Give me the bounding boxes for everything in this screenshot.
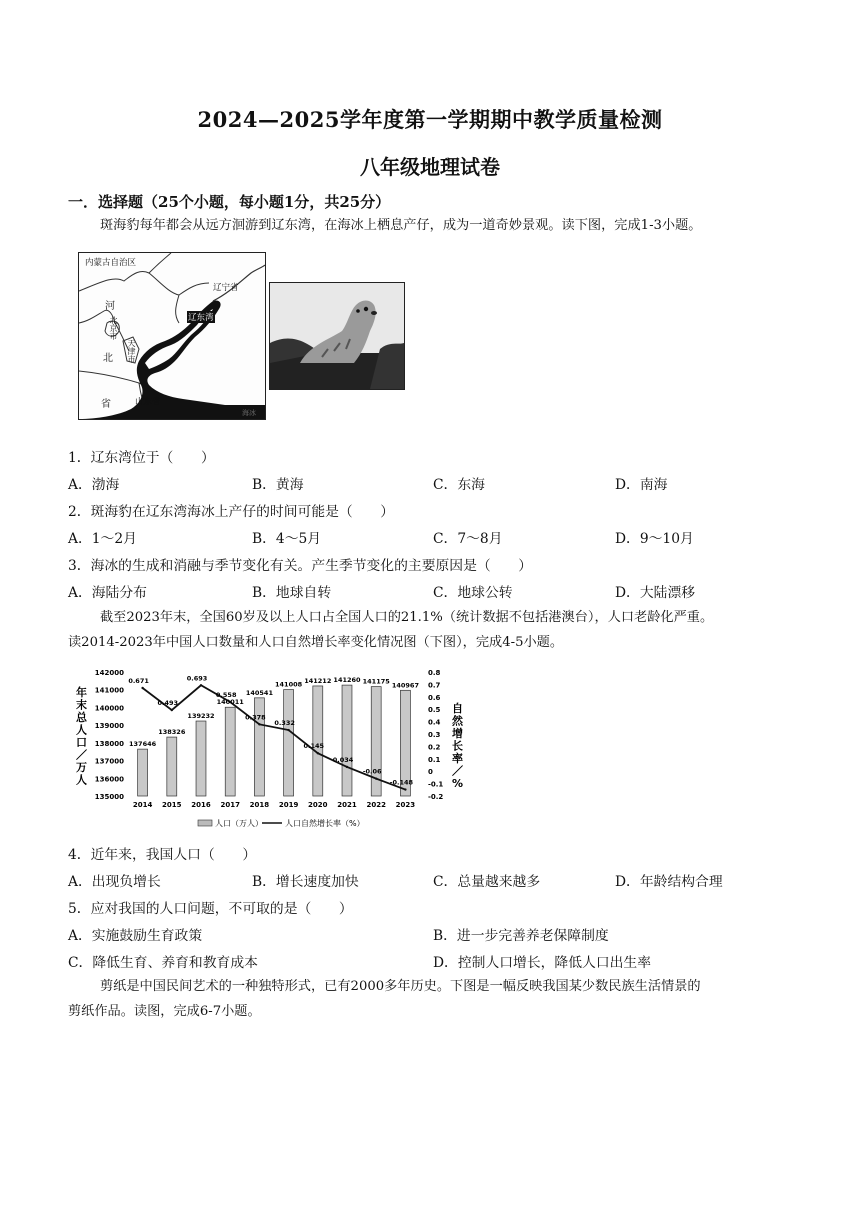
question-1-option-d: D．南海 (615, 477, 668, 493)
population-bar-label: 140541 (245, 688, 273, 697)
seal-image (270, 283, 404, 389)
question-2-option-b: B．4～5月 (252, 531, 322, 547)
question-2-option-a: A．1～2月 (68, 531, 137, 547)
year-tick-label: 2016 (191, 801, 211, 809)
question-5-option-a: A．实施鼓励生育政策 (68, 928, 203, 944)
left-tick-label: 139000 (94, 722, 124, 731)
question-3-stem: 3．海冰的生成和消融与季节变化有关。产生季节变化的主要原因是（ ） (68, 558, 533, 574)
map-label-he: 河 (105, 301, 115, 312)
year-tick-label: 2019 (278, 801, 299, 809)
legend-line-label: 人口自然增长率（%） (285, 819, 365, 828)
growth-rate-label: -0.06 (362, 767, 382, 776)
population-bar (167, 737, 177, 796)
growth-rate-label: 0.693 (186, 674, 208, 683)
question-4-option-c: C．总量越来越多 (433, 874, 541, 890)
right-tick-label: 0.4 (428, 718, 441, 727)
question-3-option-c: C．地球公转 (433, 585, 513, 601)
growth-rate-point (200, 684, 202, 686)
passage-2-line-1: 截至2023年末，全国60岁及以上人口占全国人口的21.1%（统计数据不包括港澳台），人口老龄化严重。 (100, 610, 714, 625)
left-tick-label: 137000 (94, 757, 124, 766)
passage-2-line-2: 读2014-2023年中国人口数量和人口自然增长率变化情况图（下图），完成4-5小题。 (68, 635, 564, 650)
question-2-option-c: C．7～8月 (433, 531, 503, 547)
right-tick-label: 0.3 (428, 731, 441, 739)
left-tick-label: 141000 (94, 686, 124, 695)
map-label-beijing: 北京市 (109, 316, 118, 340)
right-tick-label: 0.1 (428, 755, 441, 764)
growth-rate-label: 0.671 (128, 676, 149, 685)
right-tick-label: -0.1 (428, 780, 444, 789)
growth-rate-label: 0.145 (303, 742, 325, 751)
map-label-sheng: 省 (101, 399, 111, 410)
growth-rate-label: 0.378 (245, 713, 266, 722)
question-4-option-a: A．出现负增长 (68, 874, 161, 890)
question-4-option-b: B．增长速度加快 (252, 874, 359, 890)
question-3-option-d: D．大陆漂移 (615, 585, 696, 601)
growth-rate-label: 0.332 (274, 719, 295, 728)
map-label-tianjin: 天津市 (127, 339, 136, 363)
growth-rate-point (258, 723, 260, 725)
year-tick-label: 2023 (395, 801, 416, 809)
map-label-liaodong-bay: 辽东湾 (188, 313, 214, 323)
growth-rate-label: 0.493 (157, 699, 179, 708)
legend-bar-swatch (198, 820, 212, 826)
question-1-option-a: A．渤海 (68, 477, 120, 493)
growth-rate-point (287, 729, 289, 731)
left-tick-label: 136000 (94, 775, 124, 784)
population-bar (225, 707, 235, 796)
passage-3-line-2: 剪纸作品。读图，完成6-7小题。 (68, 1004, 261, 1019)
year-tick-label: 2017 (220, 801, 240, 809)
chart-ylabel-left: 年末总人口／万人 (76, 686, 87, 787)
population-chart-svg (70, 660, 480, 834)
question-2-option-d: D．9～10月 (615, 531, 694, 547)
population-bar-label: 138326 (158, 728, 186, 737)
growth-rate-point (317, 752, 319, 754)
population-bar (313, 686, 323, 796)
growth-rate-point (404, 788, 406, 790)
population-bar-label: 137646 (129, 740, 157, 749)
question-5-option-c: C．降低生育、养育和教育成本 (68, 955, 258, 971)
right-tick-label: 0.7 (428, 681, 441, 690)
year-tick-label: 2018 (249, 801, 270, 809)
growth-rate-label: -0.148 (389, 778, 414, 787)
question-3-option-a: A．海陆分布 (68, 585, 147, 601)
year-tick-label: 2021 (337, 801, 357, 809)
right-tick-label: 0.2 (428, 743, 441, 752)
population-chart (70, 660, 480, 834)
question-5-option-b: B．进一步完善养老保障制度 (433, 928, 609, 944)
left-tick-label: 135000 (94, 793, 124, 801)
left-tick-label: 142000 (94, 669, 124, 677)
year-tick-label: 2014 (132, 801, 153, 809)
growth-rate-point (141, 687, 143, 689)
chart-ylabel-right: 自然增长率／% (452, 702, 464, 790)
right-tick-label: 0.5 (428, 706, 441, 715)
population-bar-label: 140967 (391, 681, 419, 690)
population-bar-label: 141008 (275, 680, 303, 689)
question-1-stem: 1．辽东湾位于（ ） (68, 450, 215, 466)
right-tick-label: 0 (428, 768, 433, 777)
question-3-option-b: B．地球自转 (252, 585, 332, 601)
growth-rate-label: 0.558 (215, 691, 237, 700)
left-tick-label: 140000 (94, 704, 124, 713)
map-label-liaoning: 辽宁省 (213, 283, 239, 293)
map-legend-label: 海冰 (242, 409, 256, 417)
map-label-inner-mongolia: 内蒙古自治区 (85, 258, 137, 268)
population-bar (196, 721, 206, 796)
year-tick-label: 2022 (366, 801, 386, 809)
legend-bar-label: 人口（万人） (215, 819, 263, 828)
map-label-shandong: 山东省 (135, 397, 161, 407)
growth-rate-point (171, 709, 173, 711)
population-bar-label: 141260 (333, 676, 361, 685)
left-tick-label: 138000 (94, 739, 124, 748)
population-bar-label: 141212 (304, 676, 332, 685)
question-2-stem: 2．斑海豹在辽东湾海冰上产仔的时间可能是（ ） (68, 504, 395, 520)
population-bar-label: 140011 (216, 698, 244, 707)
population-bar-label: 141175 (362, 677, 390, 686)
growth-rate-label: 0.034 (332, 755, 354, 764)
population-bar-label: 139232 (187, 712, 215, 721)
exam-subtitle: 八年级地理试卷 (360, 155, 500, 179)
passage-3-line-1: 剪纸是中国民间艺术的一种独特形式，已有2000多年历史。下图是一幅反映我国某少数民族生活情景的 (100, 979, 701, 994)
seal-photo (269, 282, 405, 390)
question-4-stem: 4．近年来，我国人口（ ） (68, 847, 257, 863)
population-bar (284, 690, 294, 796)
growth-rate-point (375, 777, 377, 779)
population-bar (138, 749, 148, 796)
growth-rate-point (346, 766, 348, 768)
year-tick-label: 2015 (162, 801, 182, 809)
passage-1: 斑海豹每年都会从远方洄游到辽东湾，在海冰上栖息产仔，成为一道奇妙景观。读下图，完成1-3小题。 (100, 218, 702, 233)
liaodong-bay-map (78, 252, 266, 420)
exam-title: 2024—2025学年度第一学期期中教学质量检测 (197, 107, 663, 132)
question-4-option-d: D．年龄结构合理 (615, 874, 723, 890)
question-1-option-b: B．黄海 (252, 477, 304, 493)
question-5-option-d: D．控制人口增长，降低人口出生率 (433, 955, 652, 971)
right-tick-label: -0.2 (428, 793, 444, 801)
right-tick-label: 0.6 (428, 693, 441, 702)
year-tick-label: 2020 (308, 801, 328, 809)
population-bar (342, 685, 352, 796)
question-5-stem: 5．应对我国的人口问题，不可取的是（ ） (68, 901, 353, 917)
section-heading: 一．选择题（25个小题，每小题1分，共25分） (68, 193, 391, 211)
map-label-bei: 北 (103, 353, 113, 364)
right-tick-label: 0.8 (428, 669, 441, 677)
question-1-option-c: C．东海 (433, 477, 485, 493)
